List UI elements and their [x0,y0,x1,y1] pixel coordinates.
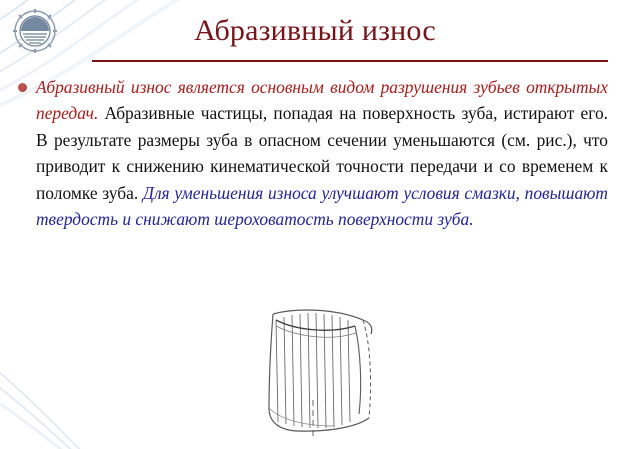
content-block [18,74,608,233]
page-title: Абразивный износ [194,14,436,47]
paragraph-segment-emphasis-red: Абразивный износ [36,77,172,97]
title-underline [92,60,608,62]
paragraph-segment-emphasis-red-2: является основным видом разрушения зубьев открытых передач. [36,77,608,124]
bullet-dot-icon [18,83,27,92]
gear-tooth-wear-diagram [235,300,395,440]
paragraph-segment-body: Абразивные частицы, попадая на поверхность зуба, истирают его. В результате размеры зуба в опасном сечении уменьшаются (см. рис.), что приводит к снижению кинематической точности передачи и со временем к поломке зуба. [36,103,608,203]
decorative-swoosh-bottom [0,319,230,449]
paragraph-text [36,74,608,233]
bullet-list-item [18,74,608,233]
paragraph-segment-emphasis-blue: Для уменьшения износа улучшают условия смазки, повышают твердость и снижают шероховатость поверхности зуба. [36,182,608,230]
